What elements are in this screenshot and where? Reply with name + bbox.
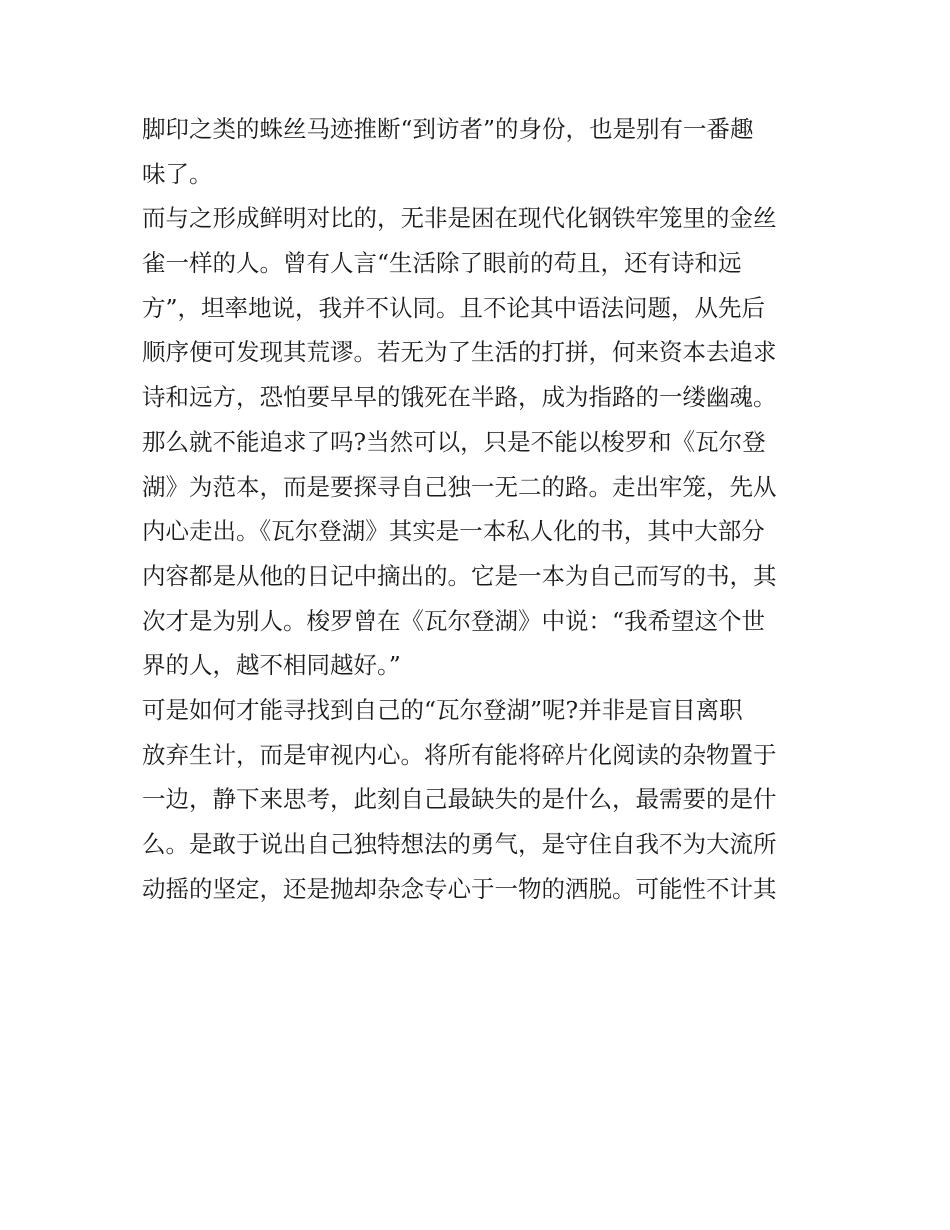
text-line: 内容都是从他的日记中摘出的。它是一本为自己而写的书，其 bbox=[142, 561, 777, 590]
text-line: 内心走出。《瓦尔登湖》其实是一本私人化的书，其中大部分 bbox=[142, 517, 765, 546]
text-line: 湖》为范本，而是要探寻自己独一无二的路。走出牢笼，先从 bbox=[142, 472, 777, 501]
text-line: 顺序便可发现其荒谬。若无为了生活的打拼，何来资本去追求 bbox=[142, 338, 777, 367]
text-line: 么。是敢于说出自己独特想法的勇气，是守住自我不为大流所 bbox=[142, 830, 777, 858]
text-line: 而与之形成鲜明对比的，无非是困在现代化钢铁牢笼里的金丝 bbox=[142, 204, 777, 233]
text-line: 雀一样的人。曾有人言“生活除了眼前的苟且，还有诗和远 bbox=[142, 249, 742, 278]
text-line: 可是如何才能寻找到自己的“瓦尔登湖”呢?并非是盲目离职 bbox=[142, 695, 743, 724]
text-line: 次才是为别人。梭罗曾在《瓦尔登湖》中说：“我希望这个世 bbox=[142, 606, 766, 635]
text-line: 放弃生计，而是审视内心。将所有能将碎片化阅读的杂物置于 bbox=[142, 740, 777, 769]
text-line: 那么就不能追求了吗?当然可以，只是不能以梭罗和《瓦尔登 bbox=[142, 427, 766, 456]
text-line: 界的人，越不相同越好。” bbox=[142, 651, 401, 680]
text-line: 方”，坦率地说，我并不认同。且不论其中语法问题，从先后 bbox=[142, 293, 766, 322]
text-line: 脚印之类的蛛丝马迹推断“到访者”的身份，也是别有一番趣 bbox=[142, 115, 754, 143]
text-line: 一边，静下来思考，此刻自己最缺失的是什么，最需要的是什 bbox=[142, 785, 777, 814]
text-line: 味了。 bbox=[142, 159, 213, 188]
document-body-text bbox=[142, 107, 812, 911]
text-line: 动摇的坚定，还是抛却杂念专心于一物的洒脱。可能性不计其 bbox=[142, 874, 777, 903]
text-line: 诗和远方，恐怕要早早的饿死在半路，成为指路的一缕幽魂。 bbox=[142, 383, 777, 412]
